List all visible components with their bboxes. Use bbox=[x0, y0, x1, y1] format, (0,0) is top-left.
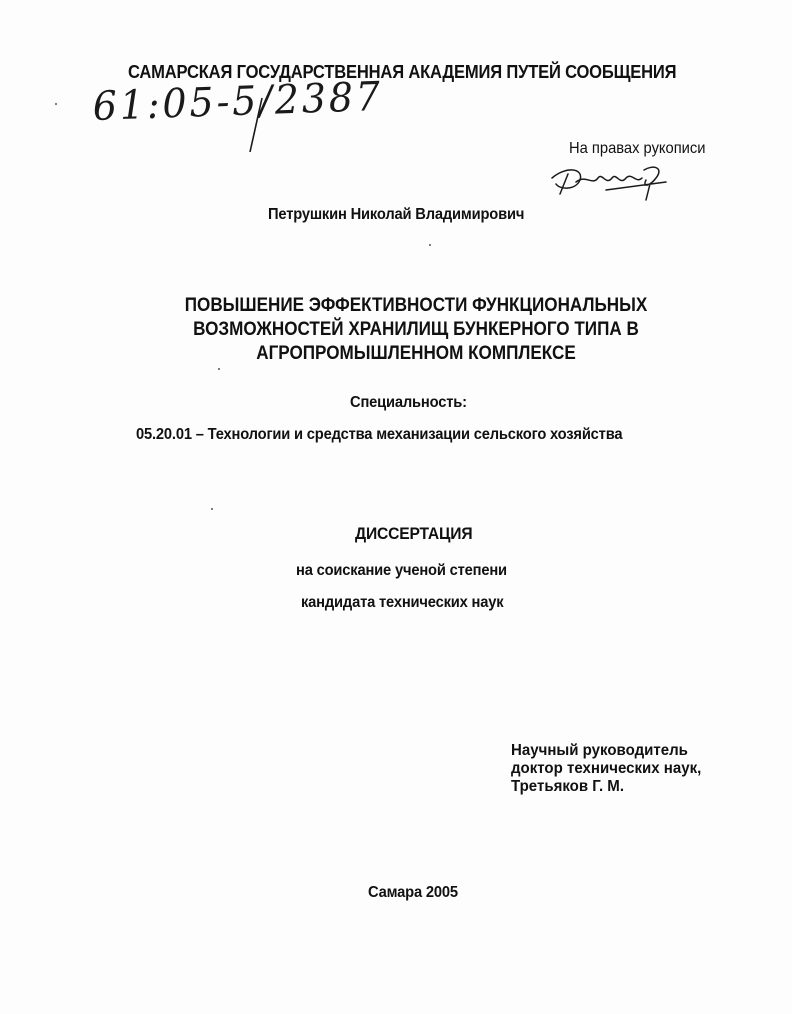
supervisor-role: Научный руководитель bbox=[511, 742, 688, 759]
title-line: ВОЗМОЖНОСТЕЙ ХРАНИЛИЩ БУНКЕРНОГО ТИПА В bbox=[193, 319, 639, 340]
dissertation-title bbox=[128, 294, 704, 366]
scan-speck bbox=[218, 368, 220, 370]
academy-name: САМАРСКАЯ ГОСУДАРСТВЕННАЯ АКАДЕМИЯ ПУТЕЙ СООБЩЕНИЯ bbox=[128, 62, 677, 82]
handwritten-registration-code: 61:05-5/2387 bbox=[92, 73, 384, 130]
scan-speck bbox=[429, 244, 431, 246]
title-line: ПОВЫШЕНИЕ ЭФФЕКТИВНОСТИ ФУНКЦИОНАЛЬНЫХ bbox=[184, 295, 648, 316]
scan-speck bbox=[211, 508, 213, 510]
manuscript-note: На правах рукописи bbox=[569, 140, 706, 157]
specialty-value: 05.20.01 – Технологии и средства механизации сельского хозяйства bbox=[136, 426, 623, 443]
document-type: ДИССЕРТАЦИЯ bbox=[355, 524, 473, 543]
author-signature-icon bbox=[546, 160, 676, 204]
handwritten-slash-stroke bbox=[246, 96, 266, 156]
author-name: Петрушкин Николай Владимирович bbox=[268, 206, 525, 223]
place-and-year: Самара 2005 bbox=[368, 884, 458, 901]
degree-line: на соискание ученой степени bbox=[296, 562, 507, 579]
specialty-label: Специальность: bbox=[350, 394, 467, 411]
supervisor-block bbox=[511, 742, 701, 796]
supervisor-name: Третьяков Г. М. bbox=[511, 778, 625, 795]
title-line: АГРОПРОМЫШЛЕННОМ КОМПЛЕКСЕ bbox=[256, 343, 576, 364]
degree-line: кандидата технических наук bbox=[301, 594, 504, 611]
supervisor-degree: доктор технических наук, bbox=[511, 760, 702, 777]
scan-speck bbox=[55, 103, 57, 105]
